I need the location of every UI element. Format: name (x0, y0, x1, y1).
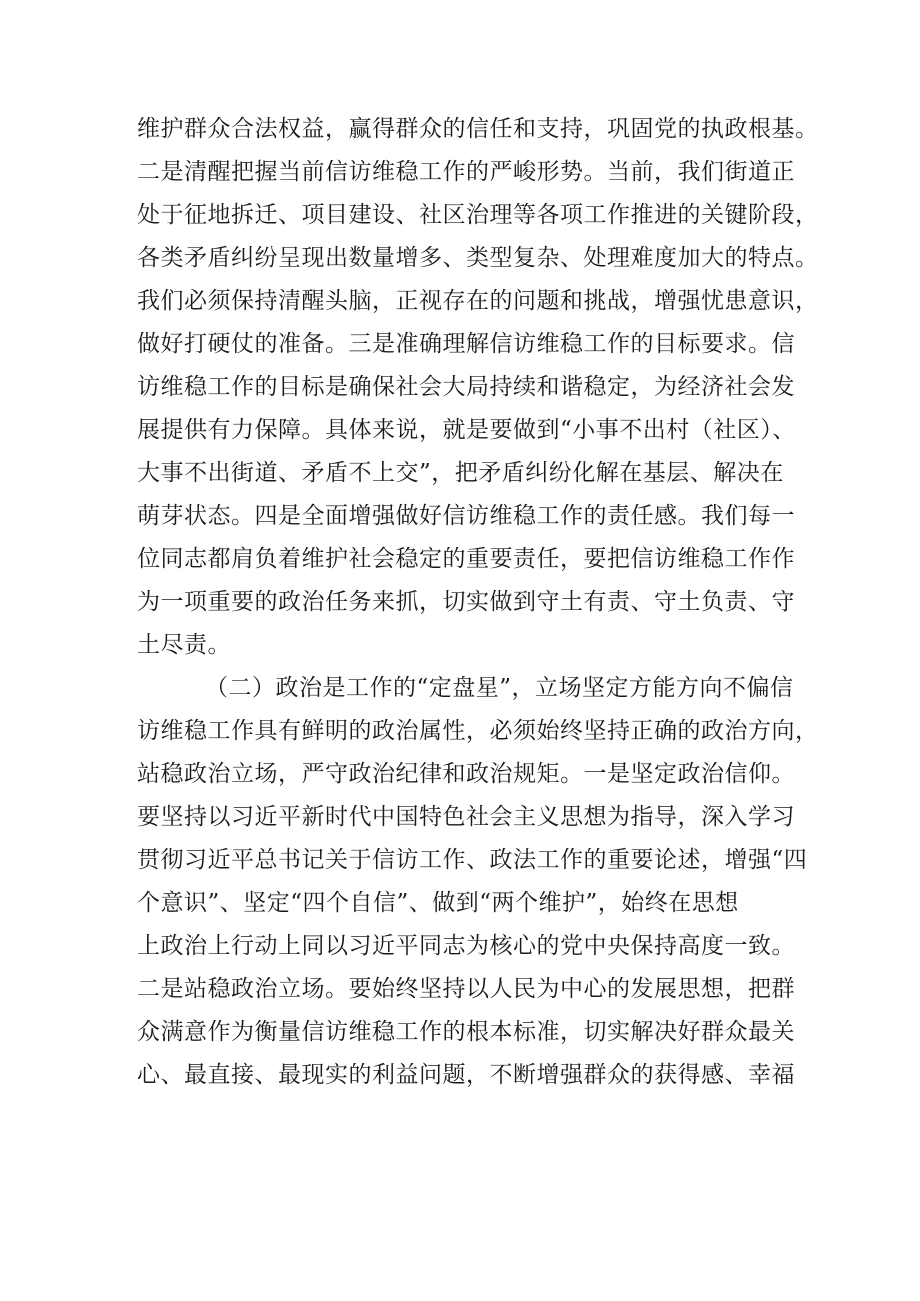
text-line: 二是清醒把握当前信访维稳工作的严峻形势。当前，我们街道正 (137, 159, 795, 185)
text-line: 处于征地拆迁、项目建设、社区治理等各项工作推进的关键阶段， (137, 202, 819, 228)
text-line: 个意识”、坚定“四个自信”、做到“两个维护”，始终在思想 (137, 890, 739, 916)
text-line: 萌芽状态。四是全面增强做好信访维稳工作的责任感。我们每一 (137, 503, 795, 529)
text-line: 位同志都肩负着维护社会稳定的重要责任，要把信访维稳工作作 (137, 546, 795, 572)
text-line: 贯彻习近平总书记关于信访工作、政法工作的重要论述，增强“四 (137, 847, 808, 873)
text-line: 访维稳工作具有鲜明的政治属性，必须始终坚持正确的政治方向， (137, 718, 819, 744)
text-line: 各类矛盾纠纷呈现出数量增多、类型复杂、处理难度加大的特点。 (137, 245, 819, 271)
text-line: 站稳政治立场，严守政治纪律和政治规矩。一是坚定政治信仰。 (137, 761, 795, 787)
text-line: 上政治上行动上同以习近平同志为核心的党中央保持高度一致。 (137, 933, 795, 959)
text-line: 为一项重要的政治任务来抓，切实做到守土有责、守土负责、守 (137, 589, 795, 615)
text-line: 展提供有力保障。具体来说，就是要做到“小事不出村（社区）、 (137, 417, 796, 443)
text-line: 土尽责。 (137, 632, 231, 658)
text-line: 维护群众合法权益，赢得群众的信任和支持，巩固党的执政根基。 (137, 116, 819, 142)
text-line: 我们必须保持清醒头脑，正视存在的问题和挑战，增强忧患意识， (137, 288, 819, 314)
text-line: 众满意作为衡量信访维稳工作的根本标准，切实解决好群众最关 (137, 1019, 795, 1045)
text-line: 访维稳工作的目标是确保社会大局持续和谐稳定，为经济社会发 (137, 374, 795, 400)
text-line: 二是站稳政治立场。要始终坚持以人民为中心的发展思想，把群 (137, 976, 795, 1002)
section-heading-line: （二）政治是工作的“定盘星”，立场坚定方能方向不偏信 (205, 675, 794, 701)
text-line: 做好打硬仗的准备。三是准确理解信访维稳工作的目标要求。信 (137, 331, 795, 357)
text-line: 心、最直接、最现实的利益问题，不断增强群众的获得感、幸福 (137, 1062, 795, 1088)
document-body (137, 108, 819, 1097)
text-line: 大事不出街道、矛盾不上交”，把矛盾纠纷化解在基层、解决在 (137, 460, 784, 486)
text-line: 要坚持以习近平新时代中国特色社会主义思想为指导，深入学习 (137, 804, 795, 830)
